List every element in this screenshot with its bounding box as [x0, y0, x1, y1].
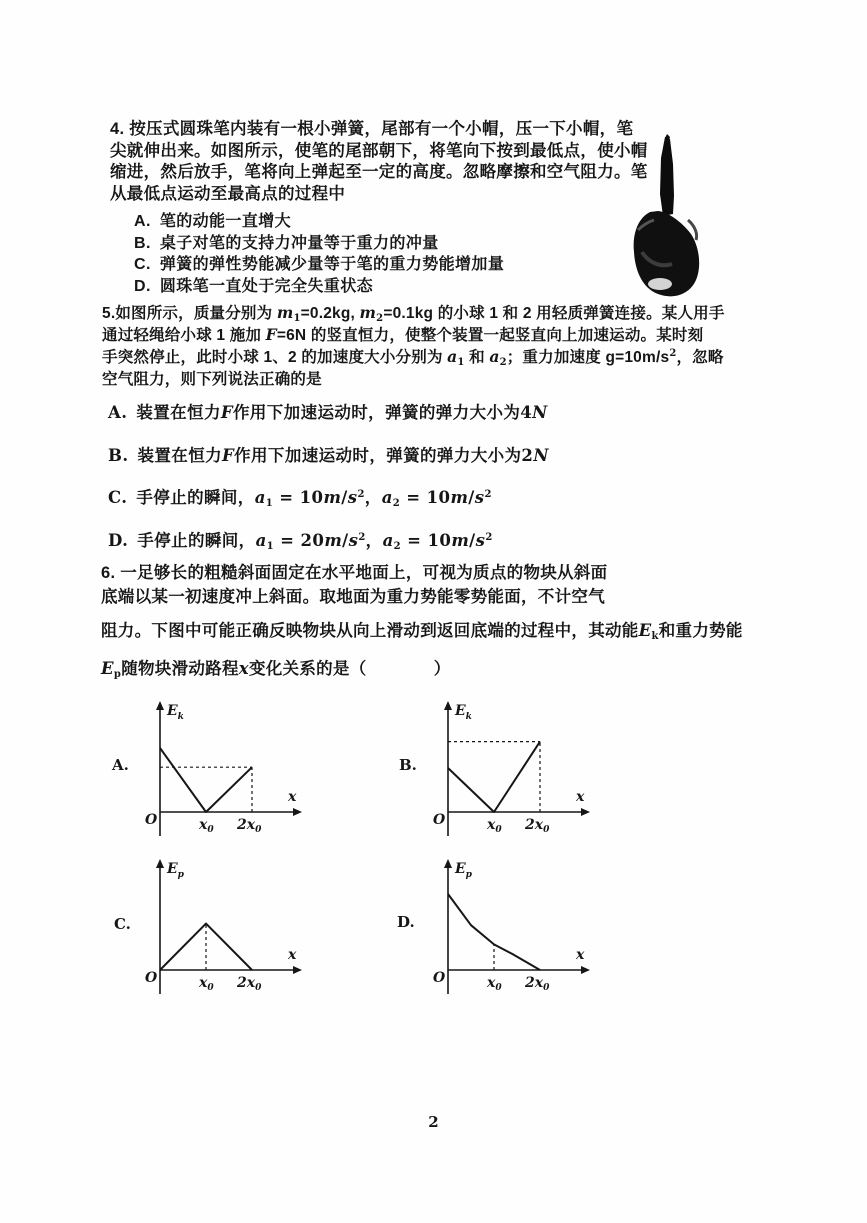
option-letter: A. [108, 403, 128, 422]
q5-option-a [108, 399, 548, 423]
tick-2x0: $2x_0$ [237, 975, 262, 993]
q5-stem-line: 手突然停止，此时小球 1、2 的加速度大小分别为 $a_1$ 和 $a_2$；重力加速度 $g=10m/s^2$，忽略 [102, 347, 724, 369]
q4-option-d [134, 276, 504, 298]
x-axis-label: x [576, 789, 585, 805]
option-letter: C. [108, 488, 128, 507]
graph-b-plot [428, 700, 603, 850]
q4-stem-line: 4. 按压式圆珠笔内装有一根小弹簧，尾部有一个小帽，压一下小帽，笔 [110, 120, 634, 138]
x-axis-label: x [288, 947, 297, 963]
option-text: 笔的动能一直增大 [159, 213, 292, 230]
graph-c-label: C. [114, 915, 131, 933]
option-letter: C. [134, 256, 151, 274]
origin-label: O [433, 970, 446, 986]
q6-stem-line: 底端以某一初速度冲上斜面。取地面为重力势能零势能面，不计空气 [101, 588, 605, 606]
graph-a-plot [140, 700, 315, 850]
q4-option-c [134, 254, 504, 276]
option-text: 桌子对笔的支持力冲量等于重力的冲量 [159, 234, 439, 252]
q6-stem-line: $E_p$随物块滑动路程x变化关系的是（ ） [101, 658, 451, 680]
q6-stem-line: 6. 一足够长的粗糙斜面固定在水平地面上，可视为质点的物块从斜面 [101, 564, 608, 582]
graph-b-label: B. [399, 756, 417, 774]
y-axis-label: $E_k$ [167, 703, 184, 722]
graph-c-plot [140, 858, 315, 1008]
option-letter: B. [108, 446, 129, 465]
pen-photo-figure [630, 134, 706, 304]
q4-stem-line: 从最低点运动至最高点的过程中 [110, 185, 346, 204]
q4-options [134, 211, 504, 298]
q5-stem-line: 通过轻绳给小球 1 施加 F=6N 的竖直恒力，使整个装置一起竖直向上加速运动。某时刻 [102, 325, 704, 345]
q5-option-b [108, 442, 549, 466]
question-4 [110, 119, 670, 206]
q4-option-a [134, 211, 504, 233]
question-5 [102, 302, 802, 390]
tick-x0: $x_0$ [199, 975, 214, 993]
option-text: 手停止的瞬间，$a_1 = 20m/s^2$，$a_2 = 10m/s^2$ [137, 531, 493, 552]
q4-option-b [134, 233, 504, 255]
y-axis-label: $E_p$ [167, 861, 184, 880]
option-letter: D. [108, 531, 129, 550]
option-letter: D. [134, 278, 151, 296]
option-text: 装置在恒力F作用下加速运动时，弹簧的弹力大小为2N [137, 446, 549, 465]
q5-stem-line: 空气阻力，则下列说法正确的是 [102, 370, 322, 388]
option-text: 装置在恒力F作用下加速运动时，弹簧的弹力大小为4N [136, 403, 548, 422]
q4-stem-line: 尖就伸出来。如图所示，使笔的尾部朝下，将笔向下按到最低点，使小帽 [110, 141, 648, 160]
tick-2x0: $2x_0$ [525, 975, 550, 993]
origin-label: O [145, 812, 158, 828]
origin-label: O [145, 970, 158, 986]
page-number: 2 [428, 1113, 439, 1131]
y-axis-label: $E_p$ [455, 861, 472, 880]
y-axis-label: $E_k$ [455, 703, 472, 722]
tick-2x0: $2x_0$ [525, 817, 550, 835]
graph-a-label: A. [112, 756, 129, 774]
tick-x0: $x_0$ [487, 975, 502, 993]
tick-x0: $x_0$ [487, 817, 502, 835]
q5-option-c [108, 484, 492, 508]
q6-stem-line: 阻力。下图中可能正确反映物块从向上滑动到返回底端的过程中，其动能$E_k$和重力势能 [101, 621, 743, 642]
x-axis-label: x [576, 947, 585, 963]
question-6 [101, 561, 801, 680]
q5-stem-line: 5.如图所示，质量分别为 $m_1=0.2kg$, $m_2=0.1kg$ 的小球 1 和 2 用轻质弹簧连接。某人用手 [102, 303, 725, 324]
option-text: 手停止的瞬间，$a_1 = 10m/s^2$，$a_2 = 10m/s^2$ [136, 488, 492, 509]
q5-option-d [108, 527, 493, 551]
option-text: 弹簧的弹性势能减少量等于笔的重力势能增加量 [159, 256, 505, 274]
origin-label: O [433, 812, 446, 828]
q4-stem-line: 缩进，然后放手，笔将向上弹起至一定的高度。忽略摩擦和空气阻力。笔 [110, 163, 648, 182]
option-letter: B. [134, 234, 151, 252]
tick-x0: $x_0$ [199, 817, 214, 835]
tick-2x0: $2x_0$ [237, 817, 262, 835]
option-text: 圆珠笔一直处于完全失重状态 [159, 278, 374, 296]
pen-photo-image [630, 134, 706, 304]
graph-d-label: D. [397, 913, 415, 931]
graph-d-plot [428, 858, 603, 1008]
option-letter: A. [134, 213, 151, 230]
x-axis-label: x [288, 789, 297, 805]
